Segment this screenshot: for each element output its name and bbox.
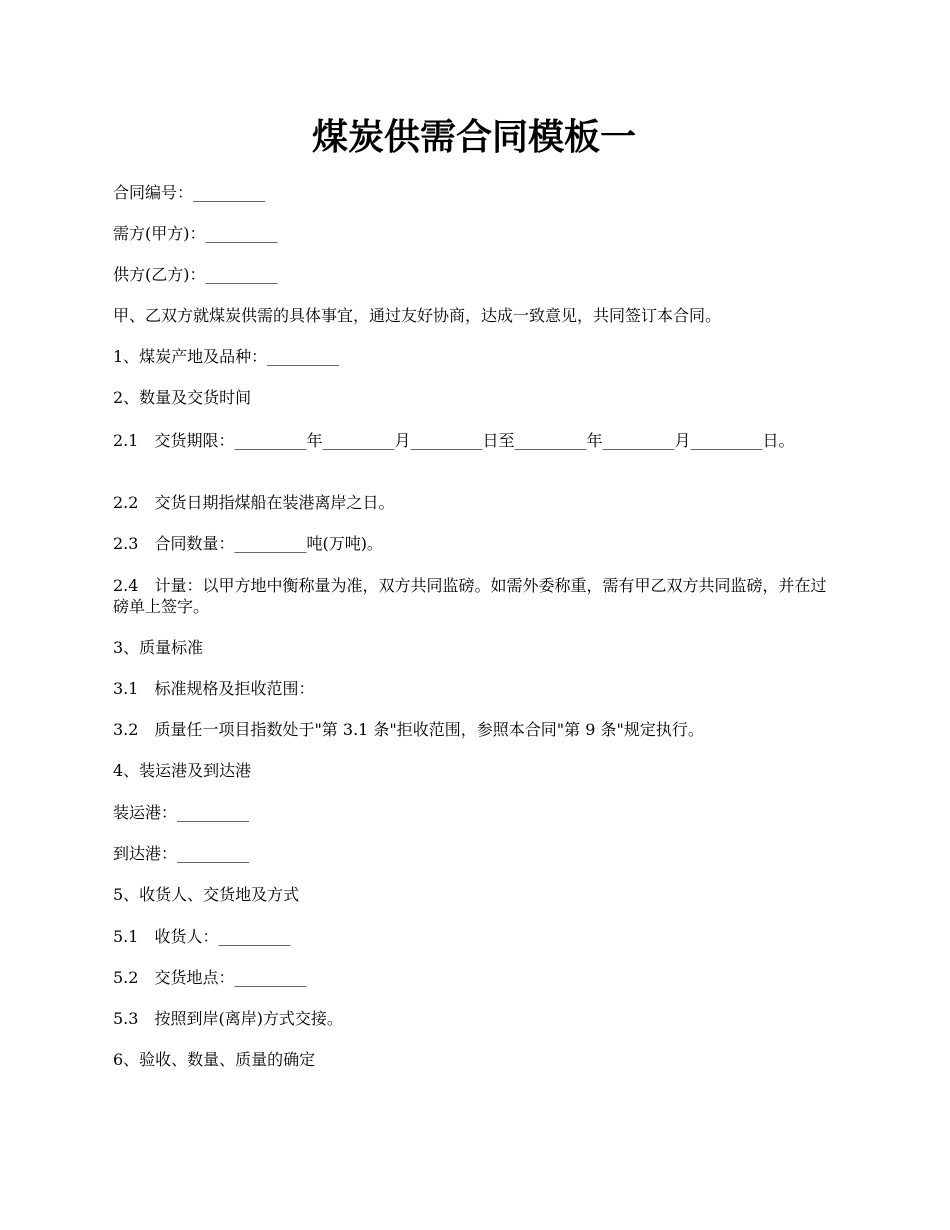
section-6-heading: 6、验收、数量、质量的确定 xyxy=(113,1050,316,1069)
clause-2-3-quantity: 2.3 合同数量：_________吨(万吨)。 xyxy=(113,534,383,553)
clause-5-2-delivery-place: 5.2 交货地点：_________ xyxy=(113,968,307,987)
destination-port-line: 到达港：_________ xyxy=(113,844,250,863)
clause-2-4-weighing: 2.4 计量：以甲方地中衡称量为准，双方共同监磅。如需外委称重，需有甲乙双方共同监磅，并在过磅单上签字。 xyxy=(113,576,827,616)
clause-3-1-standards: 3.1 标准规格及拒收范围： xyxy=(113,679,315,698)
supplier-party-line: 供方(乙方)：_________ xyxy=(113,265,278,284)
clause-2-2-delivery-date: 2.2 交货日期指煤船在装港离岸之日。 xyxy=(113,493,395,512)
buyer-party-line: 需方(甲方)：_________ xyxy=(113,224,278,243)
section-4-heading: 4、装运港及到达港 xyxy=(113,761,252,780)
section-2-heading: 2、数量及交货时间 xyxy=(113,388,252,407)
clause-5-3-handover-method: 5.3 按照到岸(离岸)方式交接。 xyxy=(113,1009,343,1028)
clause-3-2-quality-rejection: 3.2 质量任一项目指数处于"第 3.1 条"拒收范围，参照本合同"第 9 条"规定执行。 xyxy=(113,720,704,739)
clause-1-origin-and-type: 1、煤炭产地及品种：_________ xyxy=(113,347,340,366)
clause-2-1-delivery-period: 2.1 交货期限：_________年_________月_________日至_________年_________月_________日。 xyxy=(113,431,795,450)
section-5-heading: 5、收货人、交货地及方式 xyxy=(113,885,300,904)
clause-5-1-consignee: 5.1 收货人：_________ xyxy=(113,927,291,946)
loading-port-line: 装运港：_________ xyxy=(113,803,250,822)
document-title: 煤炭供需合同模板一 xyxy=(311,116,636,158)
section-3-heading: 3、质量标准 xyxy=(113,638,204,657)
preamble-paragraph: 甲、乙双方就煤炭供需的具体事宜，通过友好协商，达成一致意见，共同签订本合同。 xyxy=(113,306,722,325)
contract-number-line: 合同编号：_________ xyxy=(113,183,266,202)
